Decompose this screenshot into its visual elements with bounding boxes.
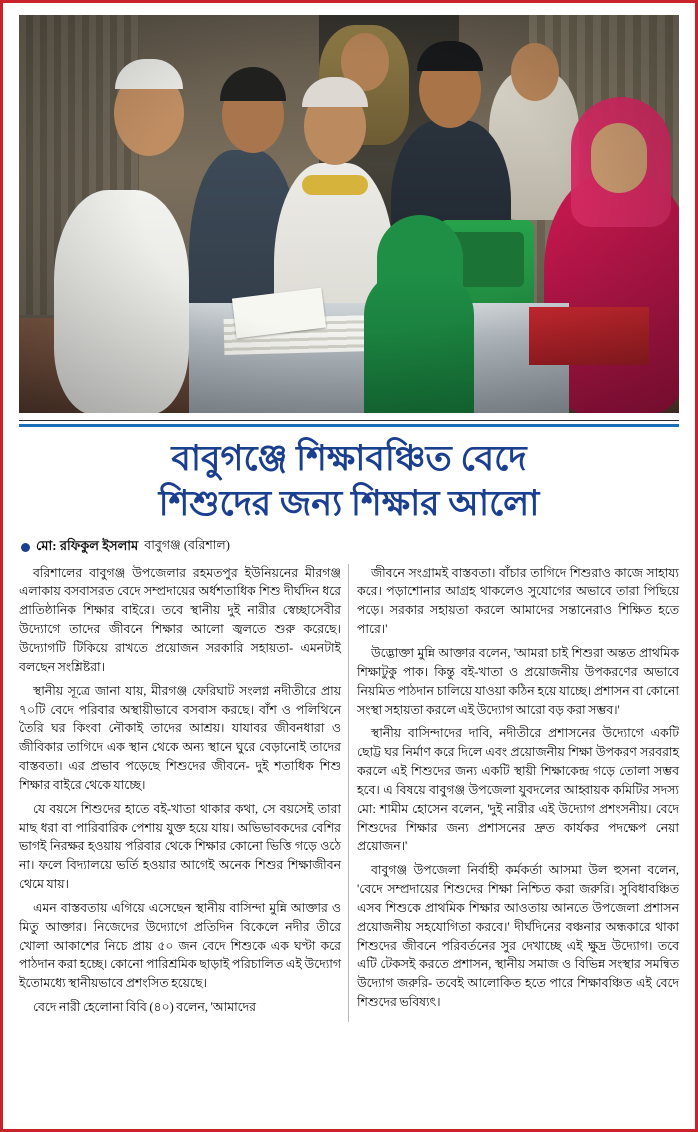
paragraph: স্থানীয় বাসিন্দাদের দাবি, নদীতীরে প্রশাসনের উদ্যোগে একটি ছোট্ট ঘর নির্মাণ করে দিলে এবং প্রয়োজনীয় শিক্ষা উপকরণ সরবরাহ করলে এই শিশুদের জন্য একটি স্থায়ী শিক্ষাকেন্দ্র গড়ে তোলা সম্ভব হবে। এ বিষয়ে বাবুগঞ্জ উপজেলা যুবদলের আহ্বায়ক কমিটির সদস্য মো: শামীম হোসেন বলেন, 'দুই নারীর এই উদ্যোগ প্রশংসনীয়। বেদে শিশুদের শিক্ষার জন্য প্রশাসনের দ্রুত কার্যকর পদক্ষেপ নেয়া প্রয়োজন।' — [357, 726, 679, 854]
paragraph: উদ্ভোক্তা মুন্নি আক্তার বলেন, 'আমরা চাই শিশুরা অন্তত প্রাথমিক শিক্ষাটুকু পাক। কিন্তু বই-খাতা ও প্রয়োজনীয় উপকরণের অভাবে নিয়মিত পাঠদান চালিয়ে যাওয়া কঠিন হয়ে যাচ্ছে। প্রশাসন বা কোনো সংস্থা সহায়তা করলে এই উদ্যোগ আরো বড় করা সম্ভব।' — [357, 645, 679, 717]
bullet-icon — [21, 543, 30, 552]
column-right — [357, 564, 679, 1017]
divider-top — [19, 420, 679, 421]
headline — [19, 437, 679, 527]
paragraph: স্থানীয় সূত্রে জানা যায়, মীরগঞ্জ ফেরিঘাট সংলগ্ন নদীতীরে প্রায় ৭০টি বেদে পরিবার অস্থায়ীভাবে বসবাস করছে। বাঁশ ও পলিথিনে তৈরি ঘর কিংবা নৌকাই তাদের আশ্রয়। যাযাবর জীবনধারা ও জীবিকার তাগিদে এক স্থান থেকে অন্য স্থানে ঘুরে বেড়ানোই তাদের বাস্তবতা। এর প্রভাব পড়েছে শিশুদের জীবনে- দুই শতাধিক শিশু শিক্ষার বাইরে থেকে যাচ্ছে। — [19, 683, 341, 792]
article-photo — [19, 15, 679, 413]
newspaper-inner — [9, 9, 689, 1123]
photo-vignette — [19, 15, 679, 413]
byline-author: মো: রফিকুল ইসলাম — [36, 537, 139, 553]
headline-line-2: শিশুদের জন্য শিক্ষার আলো — [158, 483, 540, 523]
paragraph: বাবুগঞ্জ উপজেলা নির্বাহী কর্মকর্তা আসমা উল হুসনা বলেন, 'বেদে সম্প্রদায়ের শিশুদের শিক্ষা নিশ্চিত করা জরুরি। সুবিধাবঞ্চিত এসব শিশুকে প্রাথমিক শিক্ষার আওতায় আনতে উপজেলা প্রশাসন প্রয়োজনীয় সহযোগিতা করবে।' দীর্ঘদিনের বঞ্চনার অন্ধকারে থাকা শিশুদের জীবনে পরিবর্তনের সুর দেখাচ্ছে এই ক্ষুদ্র উদ্যোগ। তবে এটি টেকসই করতে প্রশাসন, স্থানীয় সমাজ ও বিভিন্ন সংস্থার সমন্বিত উদ্যোগ জরুরি- তবেই আলোকিত হতে পারে শিক্ষাবঞ্চিত এই বেদে শিশুদের ভবিষ্যৎ। — [357, 863, 679, 1010]
paragraph: এমন বাস্তবতায় এগিয়ে এসেছেন স্থানীয় বাসিন্দা মুন্নি আক্তার ও মিতু আক্তার। নিজেদের উদ্যোগে প্রতিদিন বিকেলে নদীর তীরে খোলা আকাশের নিচে প্রায় ৫০ জন বেদে শিশুকে এক ঘণ্টা করে পাঠদান করা হচ্ছে। কোনো পারিশ্রমিক ছাড়াই পরিচালিত এই উদ্যোগ ইতোমধ্যে স্থানীয়ভাবে প্রশংসিত হয়েছে। — [19, 900, 341, 991]
paragraph: বেদে নারী হেলোনা বিবি (৪০) বলেন, 'আমাদের — [33, 1000, 256, 1015]
paragraph: বরিশালের বাবুগঞ্জ উপজেলার রহমতপুর ইউনিয়নের মীরগঞ্জ এলাকায় বসবাসরত বেদে সম্প্রদায়ের অর্ধশতাধিক শিশু দীর্ঘদিন ধরে প্রাতিষ্ঠানিক শিক্ষার বাইরে। তবে স্থানীয় দুই নারীর স্বেচ্ছাসেবীর উদ্যোগে তাদের জীবনে শিক্ষার আলো জ্বলতে শুরু করেছে। উদ্যোগটি টিকিয়ে রাখতে প্রয়োজন সরকারি সহায়তা- এমনটাই বলছেন সংশ্লিষ্টরা। — [19, 565, 341, 674]
byline-location: বাবুগঞ্জ (বরিশাল) — [144, 538, 230, 553]
divider-blue — [19, 424, 679, 427]
paragraph: যে বয়সে শিশুদের হাতে বই-খাতা থাকার কথা, সে বয়সেই তারা মাছ ধরা বা পারিবারিক পেশায় যুক্ত হয়ে যায়। অভিভাবকদের বেশির ভাগই নিরক্ষর হওয়ায় পরিবার থেকে শিক্ষার কোনো ভিত্তি গড়ে ওঠে না। ফলে বিদ্যালয়ে ভর্তি হওয়ার আগেই অনেক শিশুর শিক্ষাজীবন থেমে যায়। — [19, 801, 341, 892]
column-left — [19, 564, 341, 1022]
paragraph: জীবনে সংগ্রামই বাস্তবতা। বাঁচার তাগিদে শিশুরাও কাজে সাহায্য করে। পড়াশোনার আগ্রহ থাকলেও সুযোগের অভাবে তারা পিছিয়ে পড়ে। সরকার সহায়তা করলে আমাদের সন্তানেরাও শিক্ষিত হতে পারে।' — [357, 565, 679, 637]
photo-composition — [19, 15, 679, 413]
article-body — [19, 564, 679, 1022]
headline-line-1: বাবুগঞ্জে শিক্ষাবঞ্চিত বেদে — [171, 439, 527, 478]
byline — [21, 537, 679, 558]
